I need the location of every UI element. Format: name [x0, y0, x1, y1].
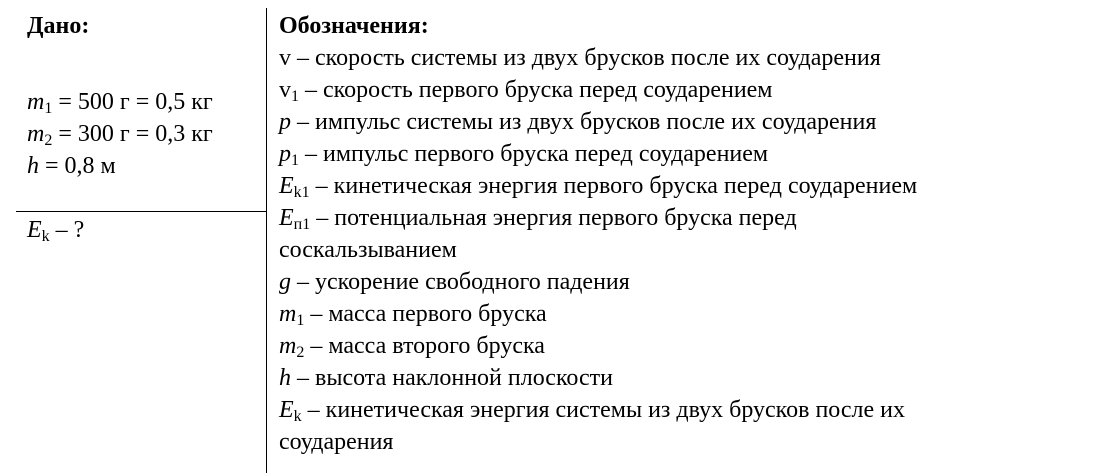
notation-subscript: 1 [296, 312, 305, 329]
notation-title: Обозначения: [279, 13, 429, 39]
given-value: = 300 г = 0,3 кг [52, 121, 213, 147]
notation-symbol: E [279, 205, 294, 231]
notation-description: – импульс системы из двух брусков после их соударения [291, 109, 877, 135]
notation-symbol: p [279, 109, 291, 135]
given-item [27, 118, 213, 150]
notation-description: – высота наклонной плоскости [291, 365, 613, 391]
given-subscript: 1 [44, 100, 53, 117]
notation-item [279, 298, 1099, 330]
notation-symbol: p [279, 141, 291, 167]
given-symbol: m [27, 121, 45, 147]
notation-item [279, 170, 1099, 202]
notation-description: – скорость первого бруска перед соударением [299, 77, 773, 103]
notation-column [279, 10, 1099, 458]
notation-symbol: E [279, 397, 294, 423]
given-find-divider [16, 211, 266, 212]
notation-subscript: 1 [291, 152, 299, 169]
find-symbol: E [27, 217, 42, 243]
column-divider [266, 8, 267, 473]
notation-item [279, 330, 1099, 362]
notation-symbol: E [279, 173, 294, 199]
notation-symbol: v [279, 45, 291, 71]
find-item [27, 214, 84, 246]
notation-description: – масса первого бруска [304, 301, 547, 327]
notation-description: соударения [279, 429, 394, 455]
notation-list [279, 42, 1099, 458]
notation-description: соскальзыванием [279, 237, 457, 263]
notation-item [279, 234, 1099, 266]
notation-description: – кинетическая энергия системы из двух брусков после их [301, 397, 906, 423]
notation-item [279, 106, 1099, 138]
notation-symbol: m [279, 301, 297, 327]
notation-subscript: 1 [291, 88, 299, 105]
given-list [27, 86, 213, 182]
given-title: Дано: [27, 13, 90, 39]
notation-item [279, 426, 1099, 458]
notation-item [279, 394, 1099, 426]
notation-item [279, 202, 1099, 234]
notation-item [279, 74, 1099, 106]
notation-symbol: h [279, 365, 291, 391]
notation-subscript: 2 [296, 344, 305, 361]
notation-symbol: m [279, 333, 297, 359]
notation-symbol: v [279, 77, 291, 103]
notation-description: – ускорение свободного падения [291, 269, 630, 295]
notation-description: – импульс первого бруска перед соударением [299, 141, 769, 167]
notation-description: – скорость системы из двух брусков после их соударения [291, 45, 881, 71]
find-subscript: k [41, 228, 50, 245]
given-symbol: m [27, 89, 45, 115]
given-item [27, 150, 213, 182]
notation-item [279, 138, 1099, 170]
given-column [0, 0, 266, 473]
given-subscript: 2 [44, 132, 53, 149]
notation-description: – масса второго бруска [304, 333, 545, 359]
notation-item [279, 42, 1099, 74]
given-value: = 500 г = 0,5 кг [52, 89, 213, 115]
given-item [27, 86, 213, 118]
notation-subscript: k [293, 408, 302, 425]
find-question: – ? [49, 217, 85, 243]
notation-description: – кинетическая энергия первого бруска перед соударением [309, 173, 918, 199]
given-symbol: h [27, 153, 39, 179]
notation-subscript: п1 [293, 216, 311, 233]
notation-description: – потенциальная энергия первого бруска перед [310, 205, 797, 231]
notation-symbol: g [279, 269, 291, 295]
given-value: = 0,8 м [39, 153, 116, 179]
notation-item [279, 362, 1099, 394]
notation-subscript: k1 [293, 184, 310, 201]
notation-item [279, 266, 1099, 298]
